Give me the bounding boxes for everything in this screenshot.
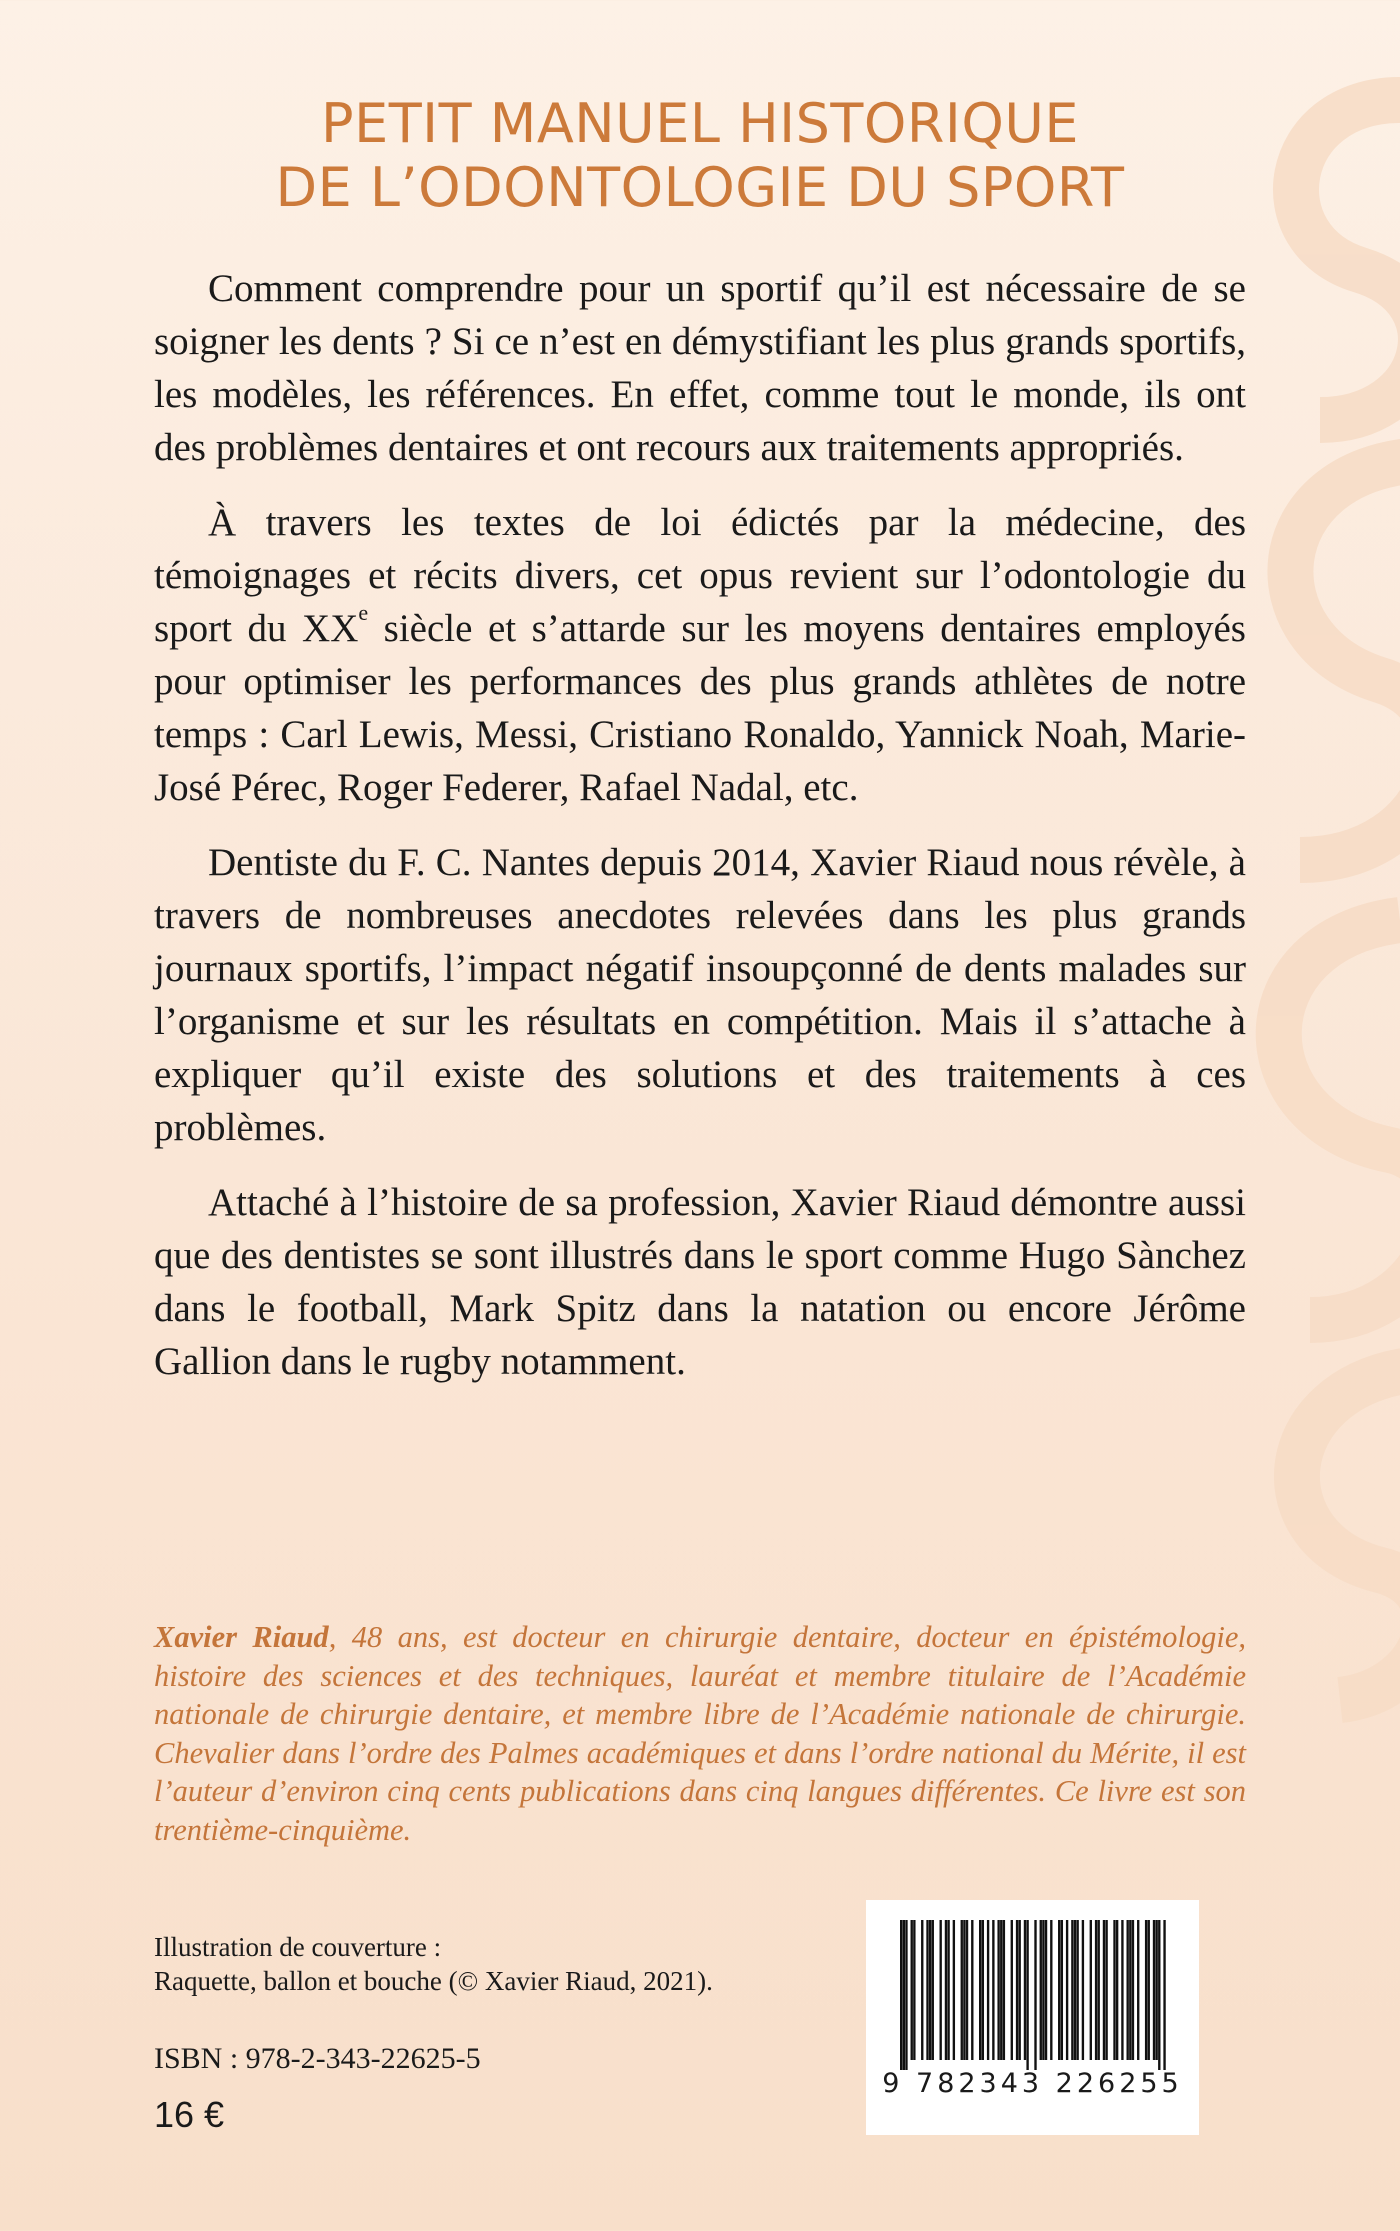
isbn-number: ISBN : 978-2-343-22625-5 bbox=[154, 2042, 481, 2075]
author-biography bbox=[154, 1618, 1246, 1849]
barcode-bar bbox=[992, 1920, 994, 2060]
barcode-bar bbox=[1024, 1920, 1026, 2060]
barcode-bar bbox=[1058, 1920, 1060, 2060]
barcode-bar bbox=[929, 1920, 931, 2060]
barcode-bar bbox=[1000, 1920, 1002, 2060]
barcode-bar bbox=[1132, 1920, 1134, 2060]
summary-paragraph-2-start: À travers les textes de loi édictés par la médecine, des témoignages et récits divers, cet opus revient sur l’odontologie du sport du XX bbox=[154, 501, 1246, 650]
barcode-bar bbox=[1137, 1920, 1139, 2060]
barcode-bar bbox=[1061, 1920, 1063, 2060]
barcode-bar bbox=[1095, 1920, 1097, 2060]
barcode-bar bbox=[1026, 1920, 1028, 2070]
barcode-bar bbox=[1082, 1920, 1084, 2060]
barcode-bars bbox=[866, 1900, 1199, 2070]
barcode-bar bbox=[1148, 1920, 1150, 2060]
barcode-bar bbox=[1113, 1920, 1115, 2060]
barcode-bar bbox=[1071, 1920, 1073, 2060]
summary-paragraph-2 bbox=[154, 496, 1246, 814]
barcode-bar bbox=[963, 1920, 965, 2060]
century-superscript: e bbox=[358, 600, 369, 625]
author-name: Xavier Riaud bbox=[154, 1620, 329, 1654]
book-title-line-1: PETIT MANUEL HISTORIQUE bbox=[321, 92, 1079, 155]
barcode-bar bbox=[1003, 1920, 1005, 2060]
barcode bbox=[866, 1900, 1199, 2135]
barcode-bar bbox=[1116, 1920, 1118, 2060]
barcode-bar bbox=[1103, 1920, 1105, 2060]
barcode-bar bbox=[987, 1920, 989, 2060]
barcode-bar bbox=[953, 1920, 955, 2060]
barcode-bar bbox=[1076, 1920, 1078, 2060]
barcode-bar bbox=[966, 1920, 968, 2060]
barcode-bar bbox=[1034, 1920, 1036, 2070]
cover-illustration-credit bbox=[154, 1930, 713, 1998]
summary-paragraph-2-end: siècle et s’attarde sur les moyens dentaires employés pour optimiser les performances des plus grands athlètes de notre temps : Carl Lewis, Messi, Cristiano Ronaldo, Yannick Noah, Marie-José Pérec, Roger Federer, Rafael Nadal, etc. bbox=[154, 607, 1246, 809]
barcode-bar bbox=[1090, 1920, 1092, 2060]
barcode-bar bbox=[900, 1920, 902, 2070]
barcode-bar bbox=[921, 1920, 923, 2060]
summary-paragraph-4: Attaché à l’histoire de sa profession, Xavier Riaud démontre aussi que des dentistes se sont illustrés dans le sport comme Hugo Sànchez dans le football, Mark Spitz dans la natation ou encore Jérôme Gallion dans le rugby notamment. bbox=[154, 1181, 1246, 1383]
book-title bbox=[0, 92, 1400, 220]
barcode-bar bbox=[997, 1920, 999, 2060]
barcode-bar bbox=[1105, 1920, 1107, 2060]
barcode-bar bbox=[1011, 1920, 1013, 2060]
barcode-digits: 9 782343 226255 bbox=[882, 2068, 1183, 2099]
summary-paragraph-1: Comment comprendre pour un sportif qu’il est nécessaire de se soigner les dents ? Si ce n’est en démystifiant les plus grands sportifs, les modèles, les références. En effet, comme tout le monde, ils ont des problèmes dentaires et ont recours aux traitements appropriés. bbox=[154, 267, 1246, 469]
barcode-bar bbox=[979, 1920, 981, 2060]
barcode-bar bbox=[961, 1920, 963, 2060]
barcode-bar bbox=[1163, 1920, 1165, 2070]
barcode-bar bbox=[947, 1920, 949, 2060]
barcode-bar bbox=[911, 1920, 913, 2060]
barcode-bar bbox=[926, 1920, 928, 2060]
barcode-bar bbox=[1098, 1920, 1100, 2060]
barcode-bar bbox=[1019, 1920, 1021, 2060]
barcode-bar bbox=[1066, 1920, 1068, 2060]
barcode-bar bbox=[1045, 1920, 1047, 2060]
barcode-bar bbox=[940, 1920, 942, 2060]
barcode-bar bbox=[1153, 1920, 1155, 2060]
barcode-bar bbox=[905, 1920, 907, 2070]
barcode-bar bbox=[1042, 1920, 1044, 2060]
barcode-bar bbox=[945, 1920, 947, 2060]
barcode-bar bbox=[1158, 1920, 1160, 2070]
barcode-bar bbox=[1129, 1920, 1131, 2060]
credit-line-1: Illustration de couverture : bbox=[154, 1932, 442, 1962]
barcode-bar bbox=[913, 1920, 915, 2060]
credit-line-2: Raquette, ballon et bouche (© Xavier Riaud, 2021). bbox=[154, 1966, 713, 1996]
book-price: 16 € bbox=[154, 2094, 225, 2135]
author-bio-text: , 48 ans, est docteur en chirurgie dentaire, docteur en épistémologie, histoire des sciences et des techniques, lauréat et membre titulaire de l’Académie nationale de chirurgie dentaire, et membre libre de l’Académie nationale de chirurgie. Chevalier dans l’ordre des Palmes académiques et dans l’ordre national du Mérite, il est l’auteur d’environ cinq cents publications dans cinq langues différentes. Ce livre est son trentième-cinquième. bbox=[154, 1620, 1247, 1847]
back-cover-summary bbox=[154, 262, 1246, 1410]
barcode-bar bbox=[982, 1920, 984, 2060]
barcode-bar bbox=[1050, 1920, 1052, 2060]
barcode-bar bbox=[932, 1920, 934, 2060]
barcode-bar bbox=[903, 1920, 905, 2070]
barcode-bar bbox=[1121, 1920, 1123, 2060]
book-title-line-2: DE L’ODONTOLOGIE DU SPORT bbox=[275, 156, 1125, 219]
barcode-bar bbox=[1155, 1920, 1157, 2060]
barcode-bar bbox=[1145, 1920, 1147, 2060]
barcode-bar bbox=[1040, 1920, 1042, 2060]
barcode-bar bbox=[1127, 1920, 1129, 2060]
barcode-bar bbox=[971, 1920, 973, 2060]
barcode-bar bbox=[1074, 1920, 1076, 2060]
barcode-bar bbox=[1016, 1920, 1018, 2060]
summary-paragraph-3: Dentiste du F. C. Nantes depuis 2014, Xavier Riaud nous révèle, à travers de nombreuses anecdotes relevées dans les plus grands journaux sportifs, l’impact négatif insoupçonné de dents malades sur l’organisme et sur les résultats en compétition. Mais il s’attache à expliquer qu’il existe des solutions et des traitements à ces problèmes. bbox=[154, 841, 1246, 1149]
